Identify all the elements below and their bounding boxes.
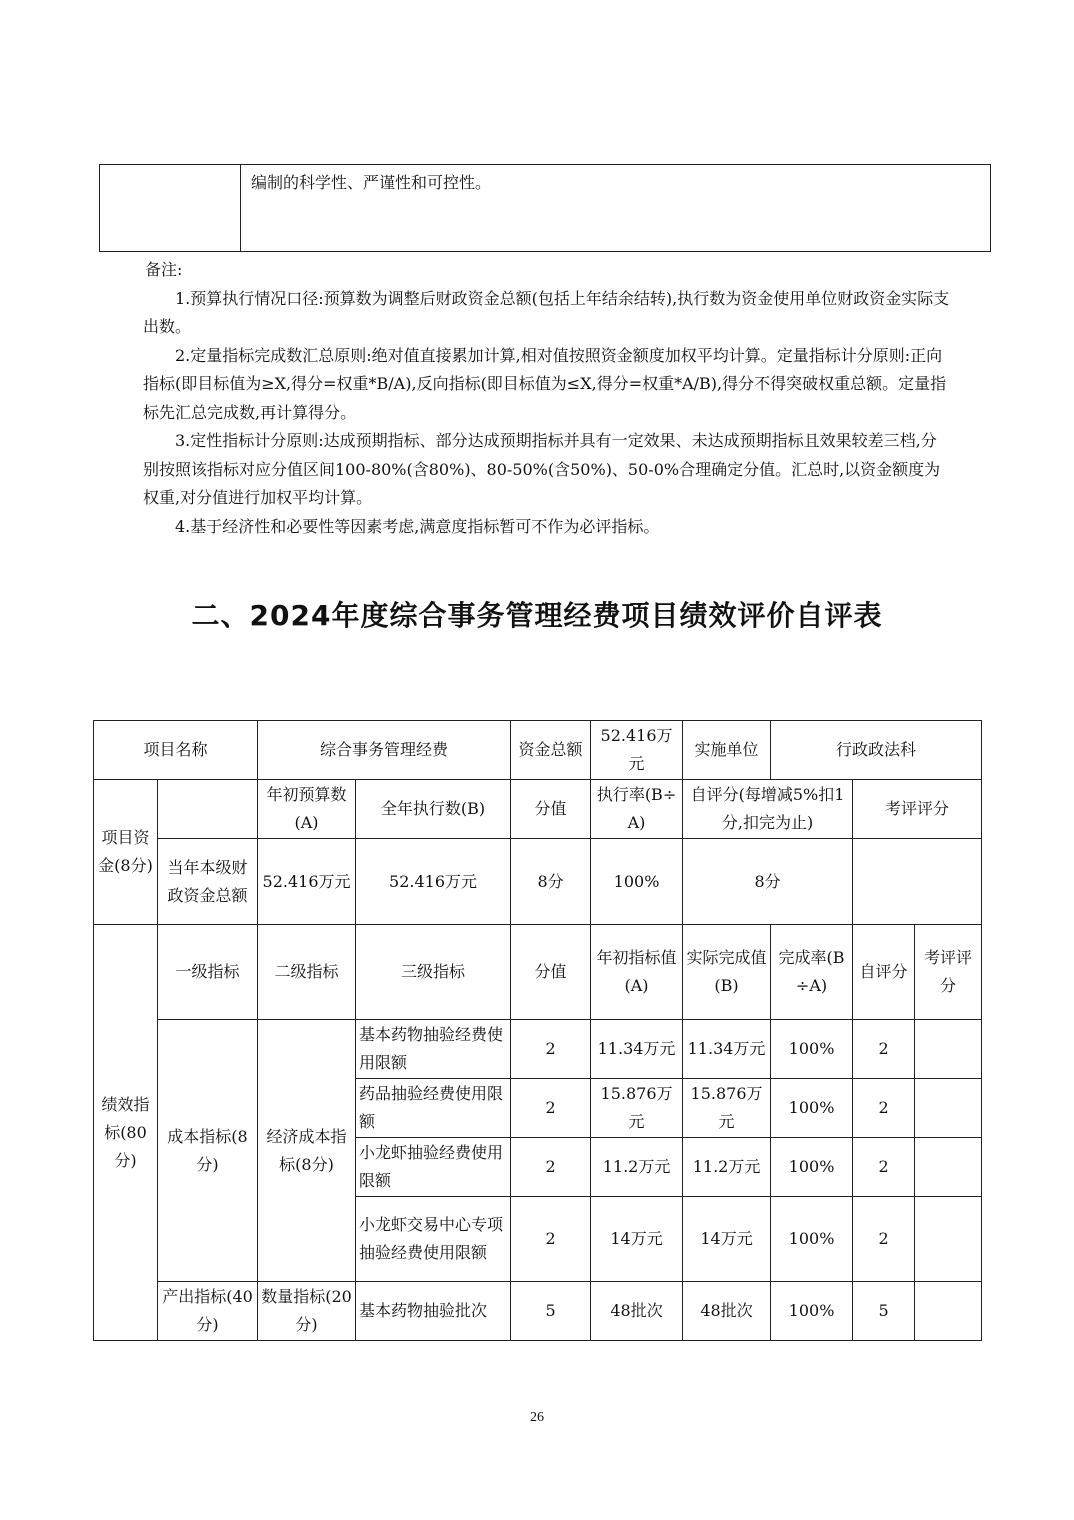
initial-budget-value: 52.416万元 bbox=[258, 839, 356, 925]
note-item-1: 1.预算执行情况口径:预算数为调整后财政资金总额(包括上年结余结转),执行数为资金使用单位财政资金实际支出数。 bbox=[143, 288, 950, 336]
col-review-score: 考评评分 bbox=[853, 780, 982, 839]
project-name-label: 项目名称 bbox=[94, 721, 258, 780]
indicator-self-score: 2 bbox=[853, 1197, 915, 1282]
project-name: 综合事务管理经费 bbox=[258, 721, 511, 780]
indicator-target: 11.2万元 bbox=[591, 1138, 683, 1197]
indicator-review-score bbox=[915, 1020, 982, 1079]
exec-rate-value: 100% bbox=[591, 839, 683, 925]
col-self-score: 自评分(每增减5%扣1分,扣完为止) bbox=[683, 780, 853, 839]
unit-label: 实施单位 bbox=[683, 721, 771, 780]
funds-row-label: 当年本级财政资金总额 bbox=[158, 839, 258, 925]
continuation-text: 编制的科学性、严谨性和可控性。 bbox=[241, 165, 991, 252]
indicator-rate: 100% bbox=[771, 1079, 853, 1138]
header-target: 年初指标值(A) bbox=[591, 925, 683, 1020]
note-item-2: 2.定量指标完成数汇总原则:绝对值直接累加计算,相对值按照资金额度加权平均计算。定量指标计分原则:正向指标(即目标值为≥X,得分=权重*B/A),反向指标(即目标值为≤X,得分=权重*A/B),得分不得突破权重总额。定量指标先汇总完成数,再计算得分。 bbox=[143, 345, 947, 422]
indicator-target: 15.876万元 bbox=[591, 1079, 683, 1138]
page-number: 26 bbox=[530, 1410, 544, 1425]
project-header-row bbox=[94, 721, 982, 780]
output-level1: 产出指标(40分) bbox=[158, 1282, 258, 1341]
header-rate: 完成率(B÷A) bbox=[771, 925, 853, 1020]
indicator-rate: 100% bbox=[771, 1282, 853, 1341]
indicator-review-score bbox=[915, 1138, 982, 1197]
header-level1: 一级指标 bbox=[158, 925, 258, 1020]
indicator-name: 基本药物抽验经费使用限额 bbox=[356, 1020, 511, 1079]
table-row bbox=[94, 1282, 982, 1341]
fund-total-label: 资金总额 bbox=[511, 721, 591, 780]
indicator-name: 小龙虾交易中心专项抽验经费使用限额 bbox=[356, 1197, 511, 1282]
continuation-table bbox=[99, 164, 991, 252]
indicator-target: 14万元 bbox=[591, 1197, 683, 1282]
table-row bbox=[100, 165, 991, 252]
cost-level1: 成本指标(8分) bbox=[158, 1020, 258, 1282]
funds-value-row bbox=[94, 839, 982, 925]
col-initial-budget: 年初预算数(A) bbox=[258, 780, 356, 839]
indicator-target: 48批次 bbox=[591, 1282, 683, 1341]
empty-cell bbox=[100, 165, 241, 252]
performance-section-label: 绩效指标(80分) bbox=[94, 925, 158, 1341]
header-actual: 实际完成值(B) bbox=[683, 925, 771, 1020]
note-item-3: 3.定性指标计分原则:达成预期指标、部分达成预期指标并具有一定效果、未达成预期指标且效果较差三档,分别按照该指标对应分值区间100-80%(含80%)、80-50%(含50%)、50-0%合理确定分值。汇总时,以资金额度为权重,对分值进行加权平均计算。 bbox=[143, 431, 941, 507]
indicator-actual: 11.34万元 bbox=[683, 1020, 771, 1079]
col-score: 分值 bbox=[511, 780, 591, 839]
indicator-score: 5 bbox=[511, 1282, 591, 1341]
table-row bbox=[94, 1020, 982, 1079]
indicator-score: 2 bbox=[511, 1138, 591, 1197]
header-level2: 二级指标 bbox=[258, 925, 356, 1020]
implementing-unit: 行政政法科 bbox=[771, 721, 982, 780]
indicator-review-score bbox=[915, 1079, 982, 1138]
fund-total: 52.416万元 bbox=[591, 721, 683, 780]
indicator-actual: 48批次 bbox=[683, 1282, 771, 1341]
indicator-review-score bbox=[915, 1282, 982, 1341]
indicator-actual: 11.2万元 bbox=[683, 1138, 771, 1197]
col-exec-rate: 执行率(B÷A) bbox=[591, 780, 683, 839]
indicator-rate: 100% bbox=[771, 1197, 853, 1282]
header-score: 分值 bbox=[511, 925, 591, 1020]
header-self-score: 自评分 bbox=[853, 925, 915, 1020]
indicator-self-score: 2 bbox=[853, 1138, 915, 1197]
indicator-name: 基本药物抽验批次 bbox=[356, 1282, 511, 1341]
notes-title: 备注: bbox=[145, 260, 183, 279]
funds-score-value: 8分 bbox=[511, 839, 591, 925]
note-item-4: 4.基于经济性和必要性等因素考虑,满意度指标暂可不作为必评指标。 bbox=[175, 516, 660, 536]
notes-block bbox=[145, 256, 950, 541]
indicator-score: 2 bbox=[511, 1197, 591, 1282]
funds-section-label: 项目资金(8分) bbox=[94, 780, 158, 925]
indicator-self-score: 2 bbox=[853, 1020, 915, 1079]
indicator-target: 11.34万元 bbox=[591, 1020, 683, 1079]
header-level3: 三级指标 bbox=[356, 925, 511, 1020]
indicator-name: 药品抽验经费使用限额 bbox=[356, 1079, 511, 1138]
header-review-score: 考评评分 bbox=[915, 925, 982, 1020]
funds-review-score-value bbox=[853, 839, 982, 925]
empty-cell bbox=[158, 780, 258, 839]
performance-header-row bbox=[94, 925, 982, 1020]
indicator-self-score: 2 bbox=[853, 1079, 915, 1138]
full-year-exec-value: 52.416万元 bbox=[356, 839, 511, 925]
cost-level2: 经济成本指标(8分) bbox=[258, 1020, 356, 1282]
performance-evaluation-table bbox=[93, 720, 982, 1341]
indicator-rate: 100% bbox=[771, 1138, 853, 1197]
section-title: 二、2024年度综合事务管理经费项目绩效评价自评表 bbox=[191, 599, 883, 632]
indicator-self-score: 5 bbox=[853, 1282, 915, 1341]
indicator-actual: 15.876万元 bbox=[683, 1079, 771, 1138]
output-level2: 数量指标(20分) bbox=[258, 1282, 356, 1341]
indicator-review-score bbox=[915, 1197, 982, 1282]
indicator-score: 2 bbox=[511, 1079, 591, 1138]
indicator-actual: 14万元 bbox=[683, 1197, 771, 1282]
indicator-score: 2 bbox=[511, 1020, 591, 1079]
col-full-year-exec: 全年执行数(B) bbox=[356, 780, 511, 839]
indicator-rate: 100% bbox=[771, 1020, 853, 1079]
funds-self-score-value: 8分 bbox=[683, 839, 853, 925]
indicator-name: 小龙虾抽验经费使用限额 bbox=[356, 1138, 511, 1197]
funds-header-row bbox=[94, 780, 982, 839]
